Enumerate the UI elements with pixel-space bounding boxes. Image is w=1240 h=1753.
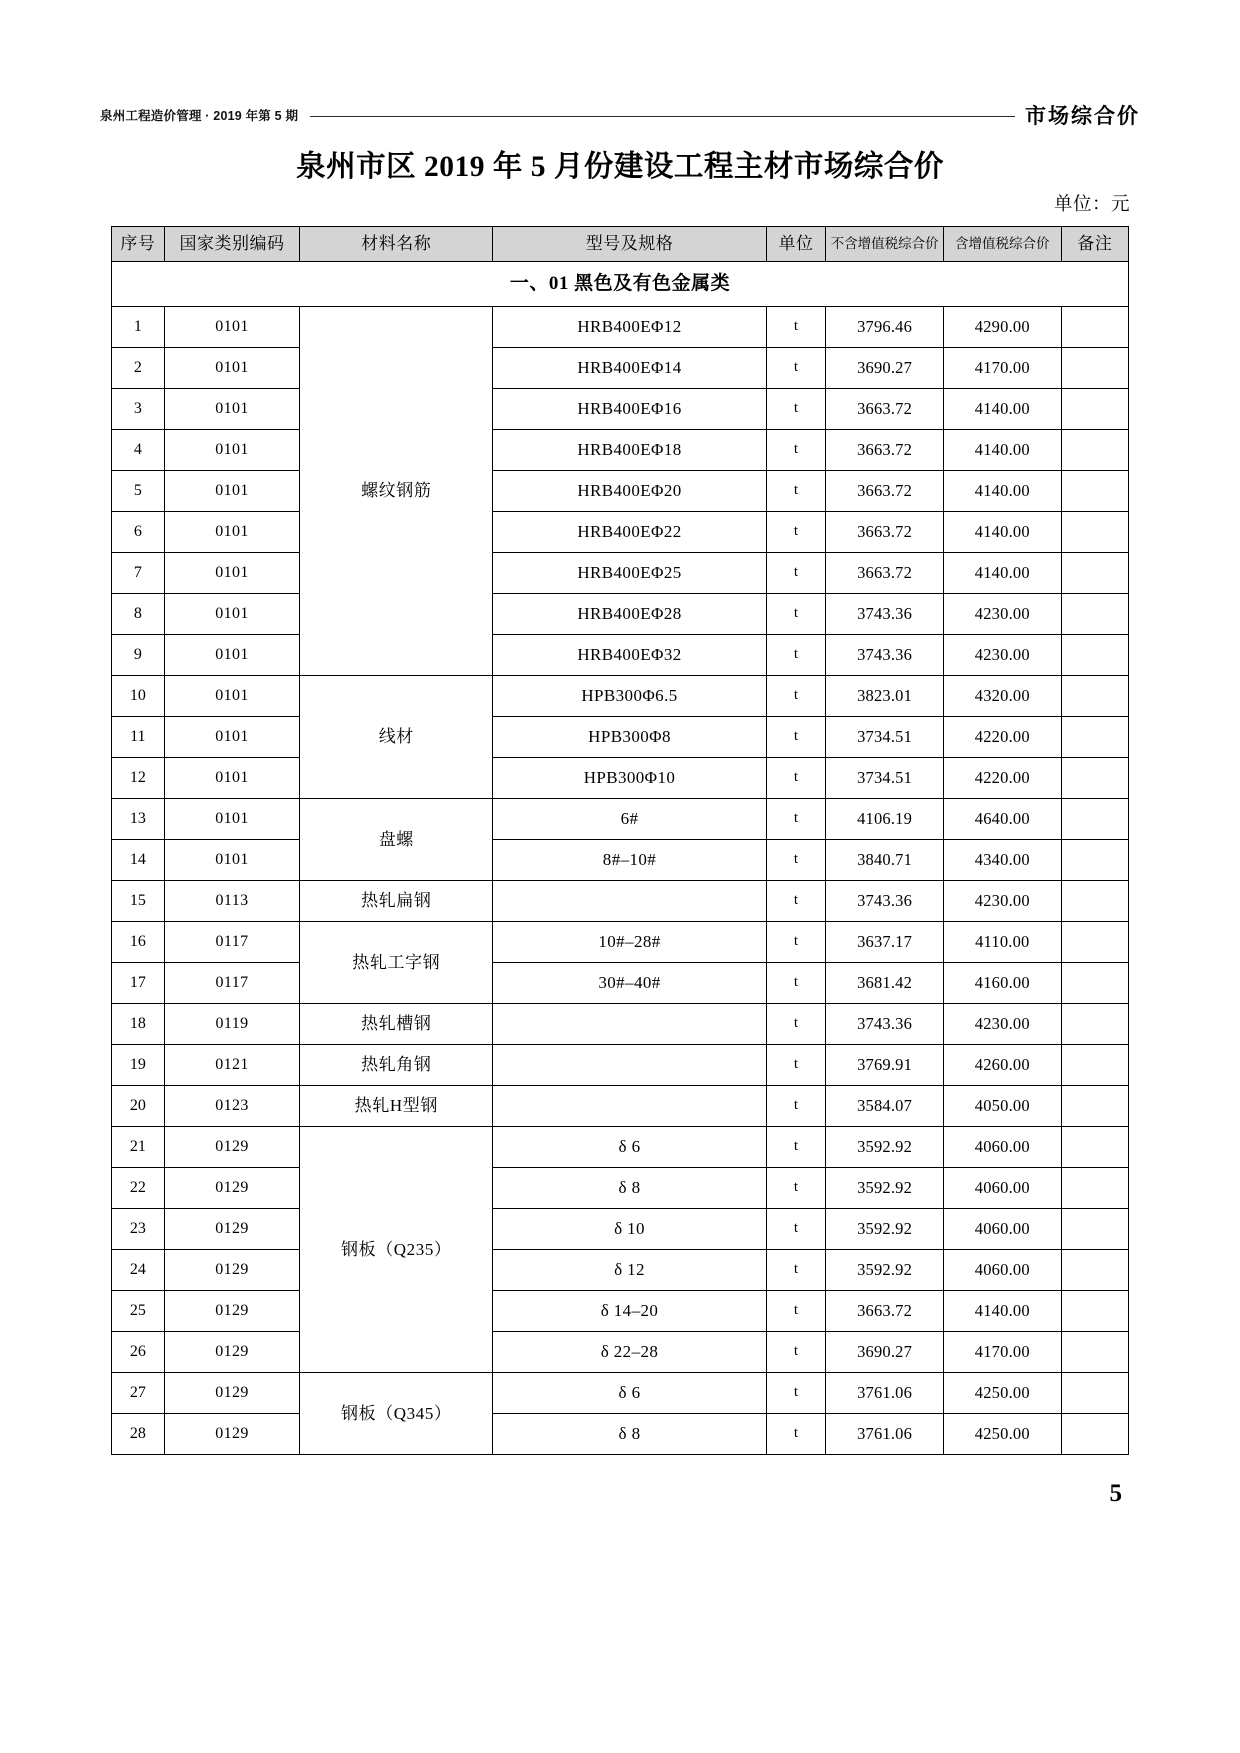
cell-price-incl-tax: 4220.00 [943,717,1061,758]
cell-remark [1061,758,1128,799]
cell-price-excl-tax: 3743.36 [826,881,944,922]
cell-spec: δ 22–28 [493,1332,767,1373]
cell-index: 6 [112,512,165,553]
cell-unit: t [766,717,825,758]
cell-price-excl-tax: 3690.27 [826,348,944,389]
price-table [111,226,1129,1455]
cell-remark [1061,1209,1128,1250]
cell-spec [493,1004,767,1045]
cell-price-excl-tax: 3663.72 [826,553,944,594]
cell-material: 热轧槽钢 [300,1004,493,1045]
cell-unit: t [766,1127,825,1168]
column-header-remark: 备注 [1061,227,1128,262]
cell-code: 0101 [164,635,300,676]
cell-code: 0101 [164,717,300,758]
cell-price-excl-tax: 3663.72 [826,512,944,553]
cell-price-incl-tax: 4140.00 [943,512,1061,553]
cell-index: 13 [112,799,165,840]
table-row [112,594,1129,635]
cell-code: 0101 [164,553,300,594]
cell-remark [1061,1373,1128,1414]
cell-code: 0101 [164,799,300,840]
table-row [112,840,1129,881]
cell-index: 14 [112,840,165,881]
cell-material: 盘螺 [300,799,493,881]
cell-spec [493,1045,767,1086]
unit-note: 单位：元 [1053,195,1130,215]
cell-index: 24 [112,1250,165,1291]
cell-index: 1 [112,307,165,348]
cell-price-excl-tax: 3663.72 [826,430,944,471]
cell-index: 15 [112,881,165,922]
cell-remark [1061,348,1128,389]
cell-price-excl-tax: 4106.19 [826,799,944,840]
cell-price-excl-tax: 3796.46 [826,307,944,348]
cell-code: 0101 [164,594,300,635]
cell-price-excl-tax: 3592.92 [826,1250,944,1291]
cell-remark [1061,553,1128,594]
cell-code: 0129 [164,1332,300,1373]
cell-index: 18 [112,1004,165,1045]
cell-index: 8 [112,594,165,635]
cell-code: 0101 [164,348,300,389]
running-head-rule [310,116,1015,117]
cell-index: 2 [112,348,165,389]
table-row [112,389,1129,430]
cell-price-excl-tax: 3637.17 [826,922,944,963]
cell-unit: t [766,594,825,635]
cell-code: 0129 [164,1291,300,1332]
cell-price-excl-tax: 3681.42 [826,963,944,1004]
cell-price-excl-tax: 3761.06 [826,1414,944,1455]
table-section-title: 一、01 黑色及有色金属类 [112,262,1129,307]
cell-price-incl-tax: 4260.00 [943,1045,1061,1086]
cell-spec: δ 8 [493,1168,767,1209]
cell-code: 0129 [164,1168,300,1209]
cell-index: 21 [112,1127,165,1168]
table-row [112,676,1129,717]
cell-index: 25 [112,1291,165,1332]
price-table-wrapper [111,226,1129,1455]
cell-price-incl-tax: 4290.00 [943,307,1061,348]
cell-price-excl-tax: 3734.51 [826,758,944,799]
cell-price-incl-tax: 4060.00 [943,1250,1061,1291]
cell-spec: HPB300Φ8 [493,717,767,758]
cell-price-incl-tax: 4250.00 [943,1414,1061,1455]
cell-spec: HRB400EΦ22 [493,512,767,553]
table-row [112,1127,1129,1168]
cell-code: 0129 [164,1250,300,1291]
table-row [112,1086,1129,1127]
cell-unit: t [766,389,825,430]
cell-index: 4 [112,430,165,471]
cell-remark [1061,1168,1128,1209]
cell-price-incl-tax: 4140.00 [943,430,1061,471]
cell-code: 0117 [164,922,300,963]
cell-price-excl-tax: 3690.27 [826,1332,944,1373]
cell-unit: t [766,1045,825,1086]
cell-price-excl-tax: 3592.92 [826,1209,944,1250]
cell-code: 0129 [164,1209,300,1250]
table-row [112,922,1129,963]
cell-spec: δ 12 [493,1250,767,1291]
cell-index: 7 [112,553,165,594]
cell-price-incl-tax: 4060.00 [943,1127,1061,1168]
cell-spec: δ 6 [493,1127,767,1168]
cell-spec: 6# [493,799,767,840]
running-head [100,101,1140,129]
cell-price-excl-tax: 3584.07 [826,1086,944,1127]
cell-remark [1061,1004,1128,1045]
cell-price-incl-tax: 4140.00 [943,471,1061,512]
cell-price-incl-tax: 4050.00 [943,1086,1061,1127]
cell-material: 热轧扁钢 [300,881,493,922]
cell-unit: t [766,1086,825,1127]
cell-remark [1061,676,1128,717]
cell-index: 16 [112,922,165,963]
cell-price-incl-tax: 4230.00 [943,635,1061,676]
cell-price-excl-tax: 3743.36 [826,1004,944,1045]
cell-code: 0101 [164,471,300,512]
table-row [112,1373,1129,1414]
cell-code: 0119 [164,1004,300,1045]
running-head-left: 泉州工程造价管理 · 2019 年第 5 期 [100,109,299,123]
cell-material: 钢板（Q235） [300,1127,493,1373]
cell-price-excl-tax: 3743.36 [826,635,944,676]
cell-code: 0117 [164,963,300,1004]
cell-unit: t [766,471,825,512]
cell-code: 0129 [164,1127,300,1168]
cell-unit: t [766,676,825,717]
column-header-price-excl-tax: 不含增值税综合价 [826,227,944,262]
cell-unit: t [766,430,825,471]
cell-spec: HRB400EΦ16 [493,389,767,430]
cell-price-incl-tax: 4230.00 [943,594,1061,635]
running-head-right: 市场综合价 [1025,104,1140,128]
cell-index: 19 [112,1045,165,1086]
table-row [112,1004,1129,1045]
cell-price-incl-tax: 4140.00 [943,1291,1061,1332]
cell-price-incl-tax: 4060.00 [943,1168,1061,1209]
cell-price-incl-tax: 4160.00 [943,963,1061,1004]
cell-price-excl-tax: 3734.51 [826,717,944,758]
cell-price-excl-tax: 3592.92 [826,1127,944,1168]
cell-spec: HRB400EΦ14 [493,348,767,389]
column-header-spec: 型号及规格 [493,227,767,262]
cell-price-incl-tax: 4340.00 [943,840,1061,881]
table-row [112,1209,1129,1250]
table-row [112,512,1129,553]
cell-remark [1061,389,1128,430]
cell-code: 0101 [164,389,300,430]
cell-unit: t [766,1250,825,1291]
table-row [112,963,1129,1004]
cell-code: 0121 [164,1045,300,1086]
cell-index: 17 [112,963,165,1004]
table-body [112,262,1129,1455]
cell-price-incl-tax: 4140.00 [943,389,1061,430]
cell-remark [1061,717,1128,758]
cell-unit: t [766,922,825,963]
cell-remark [1061,471,1128,512]
cell-price-incl-tax: 4140.00 [943,553,1061,594]
cell-material: 螺纹钢筋 [300,307,493,676]
cell-price-incl-tax: 4170.00 [943,348,1061,389]
cell-code: 0101 [164,512,300,553]
cell-price-incl-tax: 4110.00 [943,922,1061,963]
cell-unit: t [766,881,825,922]
cell-price-excl-tax: 3663.72 [826,389,944,430]
cell-material: 钢板（Q345） [300,1373,493,1455]
cell-spec: HPB300Φ6.5 [493,676,767,717]
table-row [112,1168,1129,1209]
cell-index: 3 [112,389,165,430]
cell-remark [1061,799,1128,840]
cell-index: 22 [112,1168,165,1209]
cell-spec: HRB400EΦ28 [493,594,767,635]
cell-material: 热轧工字钢 [300,922,493,1004]
cell-unit: t [766,512,825,553]
cell-unit: t [766,1414,825,1455]
cell-index: 10 [112,676,165,717]
cell-index: 9 [112,635,165,676]
cell-index: 26 [112,1332,165,1373]
cell-code: 0101 [164,758,300,799]
cell-unit: t [766,635,825,676]
cell-index: 27 [112,1373,165,1414]
table-row [112,758,1129,799]
column-header-unit: 单位 [766,227,825,262]
table-header [112,227,1129,262]
cell-price-excl-tax: 3743.36 [826,594,944,635]
cell-unit: t [766,758,825,799]
table-section-row [112,262,1129,307]
cell-spec: HRB400EΦ12 [493,307,767,348]
cell-code: 0113 [164,881,300,922]
column-header-material: 材料名称 [300,227,493,262]
cell-unit: t [766,348,825,389]
cell-code: 0101 [164,840,300,881]
cell-spec: HRB400EΦ25 [493,553,767,594]
cell-price-excl-tax: 3663.72 [826,1291,944,1332]
cell-index: 23 [112,1209,165,1250]
table-header-row [112,227,1129,262]
table-row [112,799,1129,840]
column-header-index: 序号 [112,227,165,262]
cell-spec: 30#–40# [493,963,767,1004]
table-row [112,1414,1129,1455]
cell-code: 0101 [164,430,300,471]
cell-code: 0101 [164,676,300,717]
cell-unit: t [766,307,825,348]
cell-remark [1061,922,1128,963]
cell-unit: t [766,1332,825,1373]
cell-spec: δ 6 [493,1373,767,1414]
table-row [112,1045,1129,1086]
cell-remark [1061,1414,1128,1455]
cell-remark [1061,1250,1128,1291]
cell-unit: t [766,963,825,1004]
cell-unit: t [766,553,825,594]
cell-remark [1061,881,1128,922]
cell-price-incl-tax: 4230.00 [943,1004,1061,1045]
cell-price-excl-tax: 3761.06 [826,1373,944,1414]
column-header-price-incl-tax: 含增值税综合价 [943,227,1061,262]
cell-index: 11 [112,717,165,758]
table-row [112,430,1129,471]
cell-remark [1061,635,1128,676]
cell-spec: δ 14–20 [493,1291,767,1332]
cell-index: 28 [112,1414,165,1455]
table-row [112,1250,1129,1291]
cell-price-incl-tax: 4640.00 [943,799,1061,840]
cell-price-incl-tax: 4320.00 [943,676,1061,717]
table-row [112,553,1129,594]
cell-remark [1061,1291,1128,1332]
cell-spec [493,881,767,922]
table-row [112,881,1129,922]
cell-unit: t [766,840,825,881]
cell-price-incl-tax: 4250.00 [943,1373,1061,1414]
cell-spec: HRB400EΦ18 [493,430,767,471]
cell-unit: t [766,1209,825,1250]
cell-material: 热轧角钢 [300,1045,493,1086]
cell-spec: δ 8 [493,1414,767,1455]
cell-remark [1061,307,1128,348]
cell-price-excl-tax: 3769.91 [826,1045,944,1086]
cell-remark [1061,1086,1128,1127]
table-row [112,307,1129,348]
table-row [112,348,1129,389]
table-row [112,717,1129,758]
cell-spec: HRB400EΦ32 [493,635,767,676]
cell-spec [493,1086,767,1127]
cell-price-incl-tax: 4220.00 [943,758,1061,799]
table-row [112,471,1129,512]
cell-code: 0129 [164,1414,300,1455]
cell-remark [1061,1127,1128,1168]
cell-remark [1061,512,1128,553]
cell-unit: t [766,1004,825,1045]
cell-remark [1061,840,1128,881]
cell-price-excl-tax: 3823.01 [826,676,944,717]
cell-material: 热轧H型钢 [300,1086,493,1127]
cell-price-incl-tax: 4230.00 [943,881,1061,922]
cell-price-excl-tax: 3592.92 [826,1168,944,1209]
cell-spec: HPB300Φ10 [493,758,767,799]
cell-price-excl-tax: 3840.71 [826,840,944,881]
cell-index: 5 [112,471,165,512]
cell-spec: 10#–28# [493,922,767,963]
cell-remark [1061,1045,1128,1086]
cell-code: 0123 [164,1086,300,1127]
cell-unit: t [766,1168,825,1209]
table-row [112,635,1129,676]
cell-unit: t [766,799,825,840]
cell-index: 12 [112,758,165,799]
table-row [112,1291,1129,1332]
cell-spec: HRB400EΦ20 [493,471,767,512]
table-row [112,1332,1129,1373]
cell-spec: δ 10 [493,1209,767,1250]
cell-material: 线材 [300,676,493,799]
column-header-code: 国家类别编码 [164,227,300,262]
cell-price-incl-tax: 4060.00 [943,1209,1061,1250]
cell-code: 0101 [164,307,300,348]
cell-price-incl-tax: 4170.00 [943,1332,1061,1373]
cell-spec: 8#–10# [493,840,767,881]
cell-price-excl-tax: 3663.72 [826,471,944,512]
cell-code: 0129 [164,1373,300,1414]
cell-remark [1061,1332,1128,1373]
page-title: 泉州市区 2019 年 5 月份建设工程主材市场综合价 [296,151,944,183]
cell-remark [1061,594,1128,635]
page-number: 5 [1109,1480,1122,1507]
cell-unit: t [766,1373,825,1414]
cell-unit: t [766,1291,825,1332]
cell-remark [1061,430,1128,471]
cell-index: 20 [112,1086,165,1127]
cell-remark [1061,963,1128,1004]
